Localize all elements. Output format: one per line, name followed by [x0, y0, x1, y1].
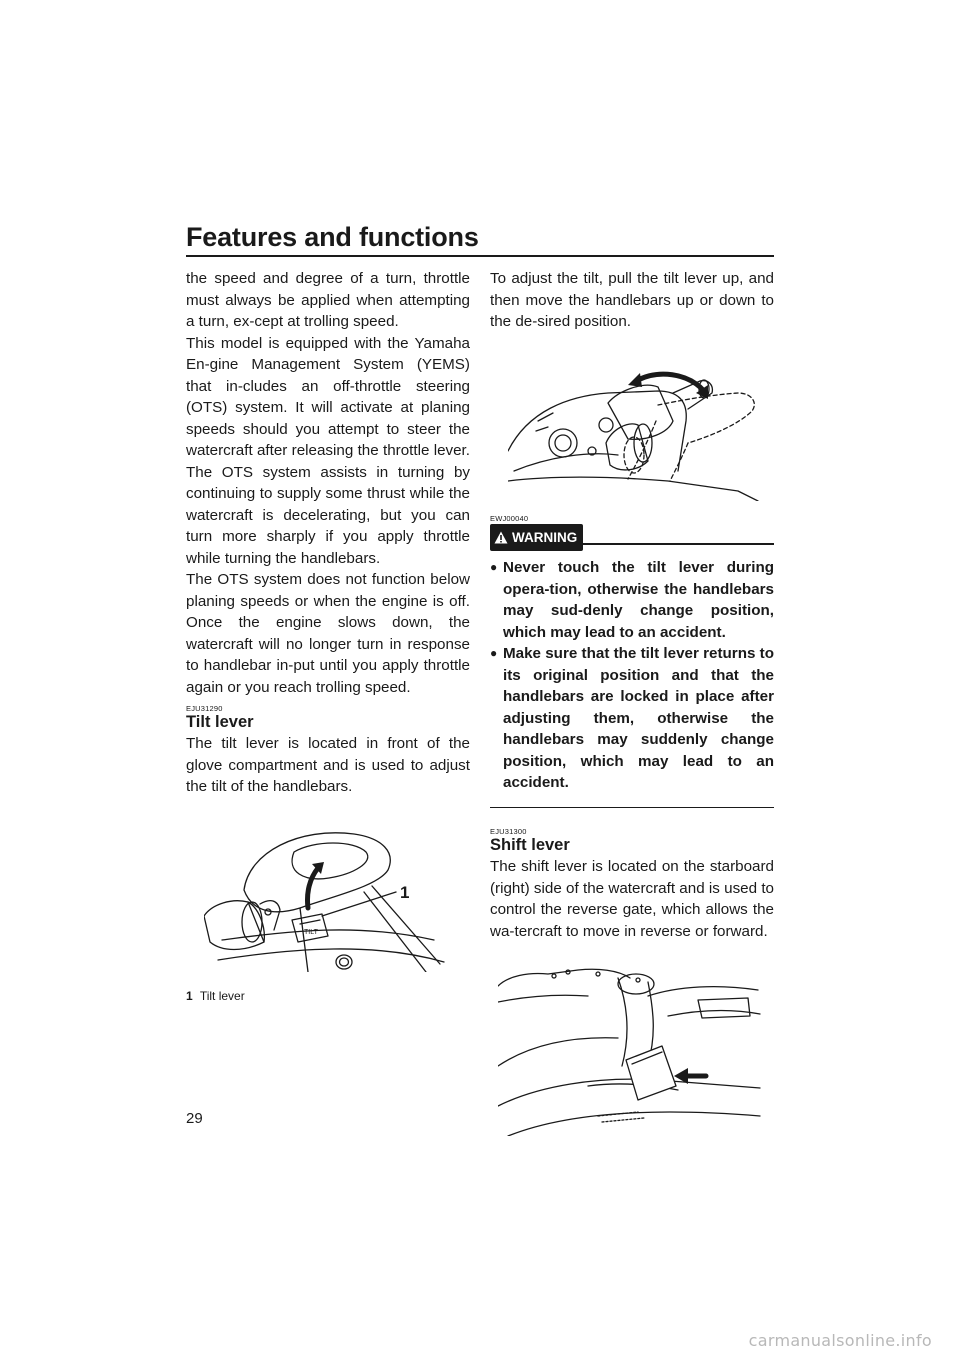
warning-code: EWJ00040: [490, 513, 529, 523]
section-heading-shift-lever: Shift lever: [490, 836, 570, 854]
section-code: EJU31300: [490, 827, 527, 836]
paragraph: The tilt lever is located in front of the glove compartment and is used to adjust the tilt of the handlebars.: [186, 735, 470, 795]
warning-list: [490, 557, 774, 794]
paragraph: the speed and degree of a turn, throttle must always be applied when attempting a turn, ex-cept at trolling speed.: [186, 270, 470, 330]
warning-header: [490, 524, 774, 552]
section-code: EJU31290: [186, 704, 223, 713]
paragraph: To adjust the tilt, pull the tilt lever up, and then move the handlebars up or down to the de-sired position.: [490, 270, 774, 330]
warning-label: WARNING: [512, 529, 578, 545]
warning-end-rule: [490, 807, 774, 809]
warning-rule: [583, 543, 774, 545]
warning-triangle-icon: [494, 531, 508, 544]
shift-lever-illustration: [498, 956, 768, 1136]
warning-badge: [490, 524, 583, 552]
watermark: carmanualsonline.info: [748, 1331, 932, 1350]
paragraph: The shift lever is located on the starboard (right) side of the watercraft and is used to control the reverse gate, which allows the wa-tercraft to move in reverse or forward.: [490, 858, 774, 940]
list-item: ● Never touch the tilt lever during opera-tion, otherwise the handlebars may sud-denly change position, which may lead to an accident.: [490, 557, 774, 643]
right-column: [490, 268, 774, 1136]
section-heading-tilt-lever: Tilt lever: [186, 713, 254, 731]
tilt-lever-illustration: [204, 812, 454, 972]
bullet-icon: ●: [490, 646, 498, 660]
paragraph: This model is equipped with the Yamaha En-gine Management System (YEMS) that in-cludes an off-throttle steering (OTS) system. It will activate at planing speeds should you attempt to steer the watercraft after releasing the throttle lever. The OTS system assists in turning by continuing to supply some thrust while the watercraft is decelerating, but you can turn more sharply if you apply throttle while turning the handlebars.: [186, 334, 470, 567]
handlebar-adjust-illustration: [508, 351, 763, 501]
figure-callout-1: 1: [400, 882, 410, 902]
svg-text:TILT: TILT: [304, 928, 318, 936]
paragraph: The OTS system does not function below planing speeds or when the engine is off. Once the engine slows down, the watercraft will no longer turn in response to handlebar in-put until you apply throttle again or you reach trolling speed.: [186, 571, 470, 696]
left-column: [186, 268, 470, 1007]
bullet-icon: ●: [490, 560, 498, 574]
page-number: 29: [186, 1110, 203, 1127]
list-item: ● Make sure that the tilt lever returns to its original position and that the handlebars are locked in place after adjusting them, otherwise the handlebars may suddenly change position, which may lead to an accident.: [490, 643, 774, 794]
caption-number: 1: [186, 988, 193, 1003]
caption-text: Tilt lever: [199, 988, 245, 1003]
page-header-title: Features and functions: [186, 222, 479, 252]
figure-caption: [186, 986, 470, 1008]
header-rule: [186, 255, 774, 257]
